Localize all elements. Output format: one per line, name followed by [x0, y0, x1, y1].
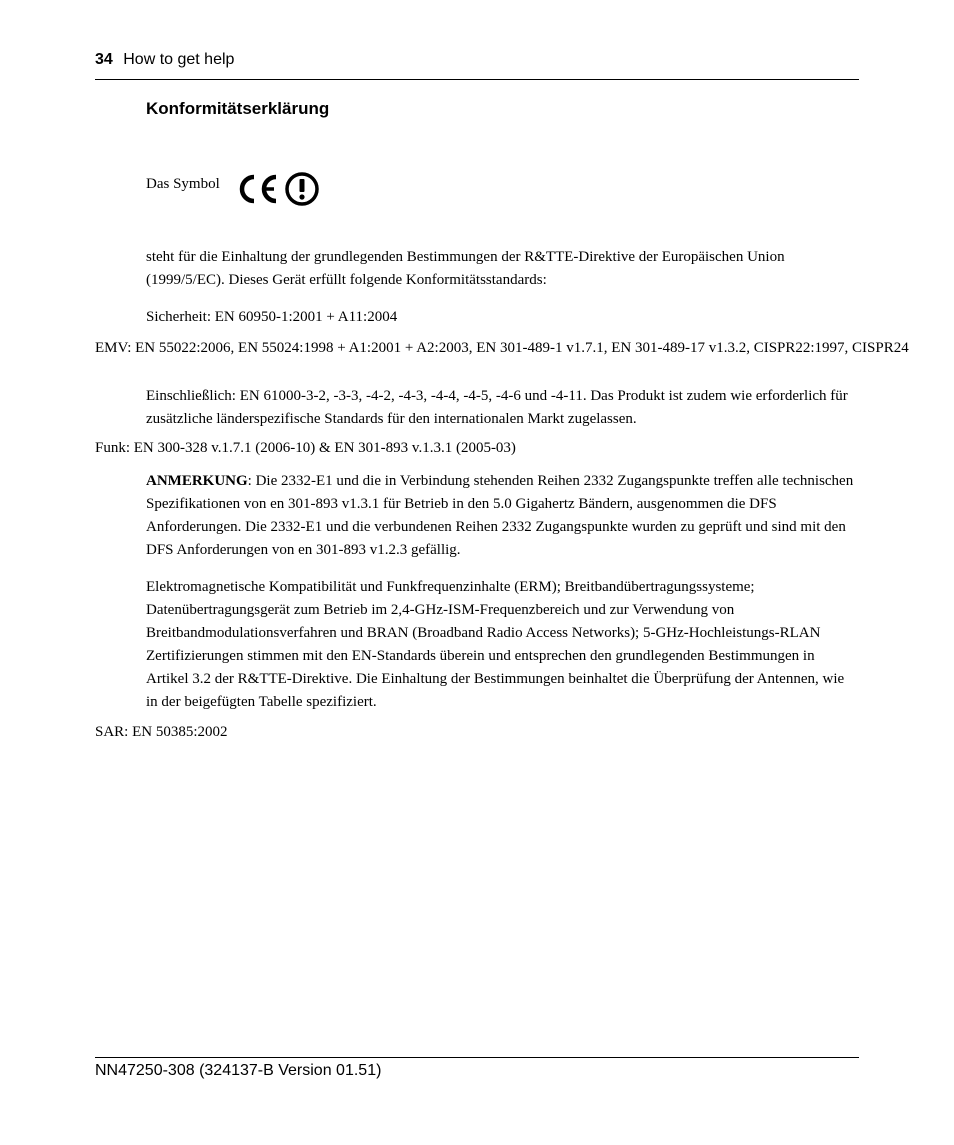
paragraph-including: Einschließlich: EN 61000-3-2, -3-3, -4-2, -4-3, -4-4, -4-5, -4-6 und -4-11. Das Produkt ist zudem wie erforderlich für zusätzliche länderspezifische Standards für den internationalen Markt zugelassen. — [146, 388, 848, 427]
page-header — [95, 51, 859, 69]
section-title: Konformitätserklärung — [146, 99, 330, 118]
paragraph-sar: SAR: EN 50385:2002 — [95, 724, 228, 740]
paragraph-erm: Elektromagnetische Kompatibilität und Funkfrequenzinhalte (ERM); Breitbandübertragungssysteme; Datenübertragungsgerät zum Betrieb im 2,4-GHz-ISM-Frequenzbereich und zur Verwendung von Breitbandmodulationsverfahren und BRAN (Broadband Radio Access Networks); 5-GHz-Hochleistungs-RLAN Zertifizierungen stimmen mit den EN-Standards überein und entsprechen den grundlegenden Bestimmungen in Artikel 3.2 der R&TTE-Direktive. Die Einhaltung der Bestimmungen beinhaltet die Überprüfung der Antennen, wie in der beigefügten Tabelle spezifiziert. — [146, 579, 845, 710]
paragraph-conformity-intro: steht für die Einhaltung der grundlegenden Bestimmungen der R&TTE-Direktive der Europäischen Union (1999/5/EC). Dieses Gerät erfüllt folgende Konformitätsstandards: — [146, 249, 785, 288]
page-number: 34 — [95, 51, 113, 68]
paragraph-note — [146, 470, 858, 562]
ce-mark-icon — [236, 173, 280, 205]
note-text: : Die 2332-E1 und die in Verbindung stehenden Reihen 2332 Zugangspunkte treffen alle technischen Spezifikationen von en 301-893 v1.3.1 für Betrieb in den 5.0 Gigahertz Bändern, ausgenommen die DFS Anforderungen. Die 2332-E1 und die verbundenen Reihen 2332 Zugangspunkte wurden zu geprüft und sind mit den DFS Anforderungen von en 301-893 v1.2.3 gefällig. — [146, 473, 854, 558]
note-label: ANMERKUNG — [146, 473, 248, 489]
paragraph-radio: Funk: EN 300-328 v.1.7.1 (2006-10) & EN 301-893 v.1.3.1 (2005-03) — [95, 440, 516, 456]
paragraph-emv: EMV: EN 55022:2006, EN 55024:1998 + A1:2001 + A2:2003, EN 301-489-1 v1.7.1, EN 301-489-17 v1.3.2, CISPR22:1997, CISPR24 — [95, 340, 909, 356]
alert-exclamation-icon — [284, 171, 320, 207]
symbol-row — [146, 171, 320, 207]
header-rule — [95, 79, 859, 80]
conformity-marks — [236, 171, 320, 207]
paragraph-safety: Sicherheit: EN 60950-1:2001 + A11:2004 — [146, 309, 398, 325]
footer-doc-id: NN47250-308 (324137-B Version 01.51) — [95, 1062, 382, 1079]
header-title: How to get help — [123, 51, 235, 68]
footer-rule — [95, 1057, 859, 1058]
symbol-label: Das Symbol — [146, 175, 220, 192]
